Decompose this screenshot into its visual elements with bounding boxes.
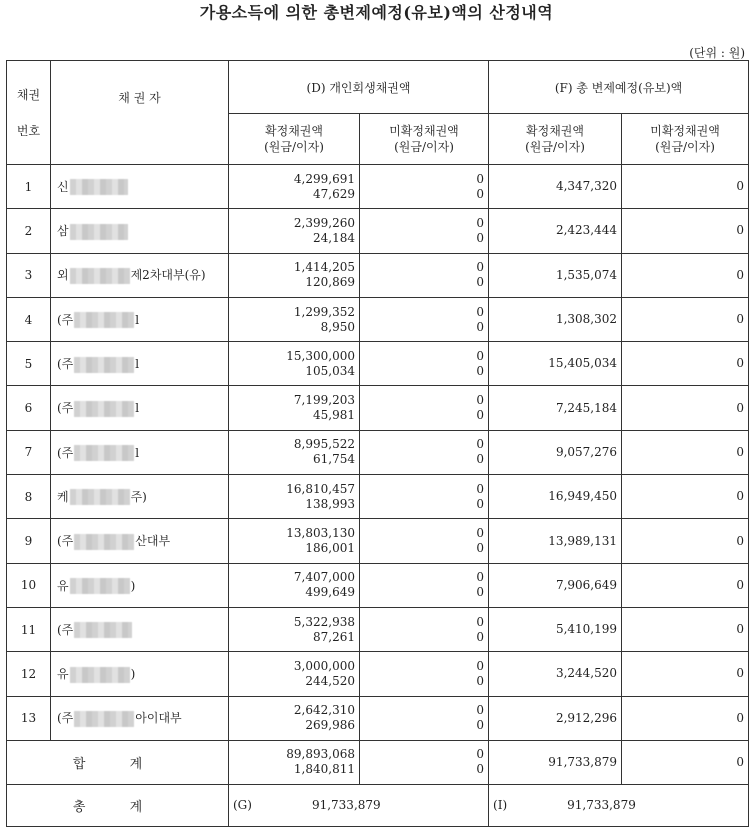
subtotal-row bbox=[7, 740, 749, 784]
d-confirmed-amount: 4,299,691 47,629 bbox=[229, 165, 360, 209]
d-unconfirmed-amount: 0 0 bbox=[360, 696, 489, 740]
table-row bbox=[7, 253, 749, 297]
table-row bbox=[7, 165, 749, 209]
creditor-name bbox=[51, 253, 229, 297]
d-confirmed-amount: 3,000,000 244,520 bbox=[229, 652, 360, 696]
header-d-confirmed: 확정채권액 (원금/이자) bbox=[229, 114, 360, 165]
d-confirmed-amount: 8,995,522 61,754 bbox=[229, 430, 360, 474]
header-f-unconfirmed: 미확정채권액 (원금/이자) bbox=[622, 114, 749, 165]
f-unconfirmed-amount: 0 bbox=[622, 696, 749, 740]
f-confirmed-amount: 7,245,184 bbox=[489, 386, 622, 430]
f-confirmed-amount: 15,405,034 bbox=[489, 342, 622, 386]
calculation-table bbox=[6, 60, 749, 827]
header-group-d: (D) 개인회생채권액 bbox=[229, 61, 489, 114]
d-unconfirmed-amount: 0 0 bbox=[360, 607, 489, 651]
header-creditor: 채 권 자 bbox=[51, 61, 229, 165]
d-unconfirmed-amount: 0 0 bbox=[360, 297, 489, 341]
table-row bbox=[7, 519, 749, 563]
claim-no: 5 bbox=[7, 342, 51, 386]
f-confirmed-amount: 1,535,074 bbox=[489, 253, 622, 297]
creditor-name bbox=[51, 297, 229, 341]
creditor-name bbox=[51, 430, 229, 474]
creditor-name-prefix: 유 bbox=[57, 667, 69, 682]
total-i: (I) 91,733,879 bbox=[489, 784, 749, 826]
f-confirmed-amount: 3,244,520 bbox=[489, 652, 622, 696]
f-unconfirmed-amount: 0 bbox=[622, 430, 749, 474]
creditor-name-suffix: l bbox=[135, 312, 140, 327]
creditor-name-prefix: 케 bbox=[57, 489, 69, 504]
table-row bbox=[7, 430, 749, 474]
header-f-confirmed: 확정채권액 (원금/이자) bbox=[489, 114, 622, 165]
creditor-name-prefix: 삼 bbox=[57, 224, 69, 239]
table-row bbox=[7, 607, 749, 651]
creditor-name bbox=[51, 652, 229, 696]
d-unconfirmed-amount: 0 0 bbox=[360, 563, 489, 607]
unit-label: (단위 : 원) bbox=[689, 46, 745, 60]
f-unconfirmed-amount: 0 bbox=[622, 386, 749, 430]
creditor-name-suffix: 제2차대부(유) bbox=[130, 268, 206, 283]
claim-no: 6 bbox=[7, 386, 51, 430]
d-unconfirmed-amount: 0 0 bbox=[360, 652, 489, 696]
creditor-name-prefix: (주 bbox=[57, 445, 74, 460]
creditor-name-prefix: 유 bbox=[57, 578, 69, 593]
redacted-mask bbox=[74, 711, 134, 727]
creditor-name bbox=[51, 209, 229, 253]
creditor-name-suffix: l bbox=[135, 357, 140, 372]
d-unconfirmed-amount: 0 0 bbox=[360, 519, 489, 563]
d-unconfirmed-amount: 0 0 bbox=[360, 386, 489, 430]
creditor-name-suffix: 아이대부 bbox=[135, 711, 182, 726]
f-confirmed-amount: 1,308,302 bbox=[489, 297, 622, 341]
d-confirmed-amount: 7,199,203 45,981 bbox=[229, 386, 360, 430]
d-unconfirmed-amount: 0 0 bbox=[360, 430, 489, 474]
total-row bbox=[7, 784, 749, 826]
creditor-name bbox=[51, 342, 229, 386]
subtotal-f-confirmed: 91,733,879 bbox=[489, 740, 622, 784]
header-group-f: (F) 총 변제예정(유보)액 bbox=[489, 61, 749, 114]
creditor-name-suffix: 주) bbox=[130, 489, 147, 504]
subtotal-label: 합 계 bbox=[7, 740, 229, 784]
redacted-mask bbox=[70, 578, 130, 594]
creditor-name bbox=[51, 165, 229, 209]
d-confirmed-amount: 1,414,205 120,869 bbox=[229, 253, 360, 297]
redacted-mask bbox=[74, 622, 132, 638]
table-row bbox=[7, 342, 749, 386]
creditor-name bbox=[51, 696, 229, 740]
redacted-mask bbox=[70, 179, 128, 195]
f-unconfirmed-amount: 0 bbox=[622, 519, 749, 563]
creditor-name bbox=[51, 563, 229, 607]
creditor-name-prefix: (주 bbox=[57, 534, 74, 549]
creditor-name-prefix: 신 bbox=[57, 179, 69, 194]
f-confirmed-amount: 4,347,320 bbox=[489, 165, 622, 209]
table-row bbox=[7, 563, 749, 607]
claim-no: 9 bbox=[7, 519, 51, 563]
creditor-name-suffix: ) bbox=[130, 578, 136, 593]
d-unconfirmed-amount: 0 0 bbox=[360, 475, 489, 519]
table-row bbox=[7, 386, 749, 430]
creditor-name-prefix: (주 bbox=[57, 622, 74, 637]
creditor-name-prefix: (주 bbox=[57, 711, 74, 726]
claim-no: 11 bbox=[7, 607, 51, 651]
total-label: 총 계 bbox=[7, 784, 229, 826]
redacted-mask bbox=[70, 489, 130, 505]
creditor-name bbox=[51, 519, 229, 563]
claim-no: 4 bbox=[7, 297, 51, 341]
subtotal-f-unconfirmed: 0 bbox=[622, 740, 749, 784]
claim-no: 1 bbox=[7, 165, 51, 209]
table-row bbox=[7, 652, 749, 696]
f-unconfirmed-amount: 0 bbox=[622, 607, 749, 651]
creditor-name-suffix: ) bbox=[130, 667, 136, 682]
table-row bbox=[7, 297, 749, 341]
f-confirmed-amount: 13,989,131 bbox=[489, 519, 622, 563]
total-g: (G) 91,733,879 bbox=[229, 784, 489, 826]
d-unconfirmed-amount: 0 0 bbox=[360, 253, 489, 297]
claim-no: 3 bbox=[7, 253, 51, 297]
redacted-mask bbox=[74, 357, 134, 373]
f-unconfirmed-amount: 0 bbox=[622, 297, 749, 341]
header-claim-no: 채권 번호 bbox=[7, 61, 51, 165]
creditor-name-prefix: 외 bbox=[57, 268, 69, 283]
claim-no: 12 bbox=[7, 652, 51, 696]
f-confirmed-amount: 5,410,199 bbox=[489, 607, 622, 651]
d-confirmed-amount: 2,642,310 269,986 bbox=[229, 696, 360, 740]
creditor-name-prefix: (주 bbox=[57, 401, 74, 416]
d-confirmed-amount: 5,322,938 87,261 bbox=[229, 607, 360, 651]
claim-no: 8 bbox=[7, 475, 51, 519]
d-confirmed-amount: 1,299,352 8,950 bbox=[229, 297, 360, 341]
f-unconfirmed-amount: 0 bbox=[622, 563, 749, 607]
claim-no: 13 bbox=[7, 696, 51, 740]
d-confirmed-amount: 16,810,457 138,993 bbox=[229, 475, 360, 519]
f-unconfirmed-amount: 0 bbox=[622, 652, 749, 696]
document-title: 가용소득에 의한 총변제예정(유보)액의 산정내역 bbox=[199, 3, 554, 22]
f-confirmed-amount: 7,906,649 bbox=[489, 563, 622, 607]
redacted-mask bbox=[74, 445, 134, 461]
claim-no: 7 bbox=[7, 430, 51, 474]
f-unconfirmed-amount: 0 bbox=[622, 165, 749, 209]
table-row bbox=[7, 696, 749, 740]
f-confirmed-amount: 2,423,444 bbox=[489, 209, 622, 253]
creditor-name-suffix: l bbox=[135, 401, 140, 416]
redacted-mask bbox=[70, 224, 128, 240]
creditor-name-prefix: (주 bbox=[57, 312, 74, 327]
creditor-name bbox=[51, 475, 229, 519]
d-confirmed-amount: 13,803,130 186,001 bbox=[229, 519, 360, 563]
creditor-name-prefix: (주 bbox=[57, 357, 74, 372]
redacted-mask bbox=[74, 401, 134, 417]
creditor-name bbox=[51, 607, 229, 651]
subtotal-d-confirmed: 89,893,068 1,840,811 bbox=[229, 740, 360, 784]
redacted-mask bbox=[70, 667, 130, 683]
f-confirmed-amount: 9,057,276 bbox=[489, 430, 622, 474]
d-confirmed-amount: 7,407,000 499,649 bbox=[229, 563, 360, 607]
table-row bbox=[7, 209, 749, 253]
d-confirmed-amount: 15,300,000 105,034 bbox=[229, 342, 360, 386]
f-unconfirmed-amount: 0 bbox=[622, 253, 749, 297]
f-confirmed-amount: 16,949,450 bbox=[489, 475, 622, 519]
d-confirmed-amount: 2,399,260 24,184 bbox=[229, 209, 360, 253]
table-row bbox=[7, 475, 749, 519]
header-d-unconfirmed: 미확정채권액 (원금/이자) bbox=[360, 114, 489, 165]
f-confirmed-amount: 2,912,296 bbox=[489, 696, 622, 740]
f-unconfirmed-amount: 0 bbox=[622, 475, 749, 519]
creditor-name-suffix: 산대부 bbox=[135, 534, 171, 549]
redacted-mask bbox=[70, 268, 130, 284]
d-unconfirmed-amount: 0 0 bbox=[360, 342, 489, 386]
claim-no: 10 bbox=[7, 563, 51, 607]
claim-no: 2 bbox=[7, 209, 51, 253]
creditor-name bbox=[51, 386, 229, 430]
redacted-mask bbox=[74, 312, 134, 328]
d-unconfirmed-amount: 0 0 bbox=[360, 209, 489, 253]
d-unconfirmed-amount: 0 0 bbox=[360, 165, 489, 209]
creditor-name-suffix: l bbox=[135, 445, 140, 460]
f-unconfirmed-amount: 0 bbox=[622, 342, 749, 386]
redacted-mask bbox=[74, 534, 134, 550]
subtotal-d-unconfirmed: 0 0 bbox=[360, 740, 489, 784]
f-unconfirmed-amount: 0 bbox=[622, 209, 749, 253]
